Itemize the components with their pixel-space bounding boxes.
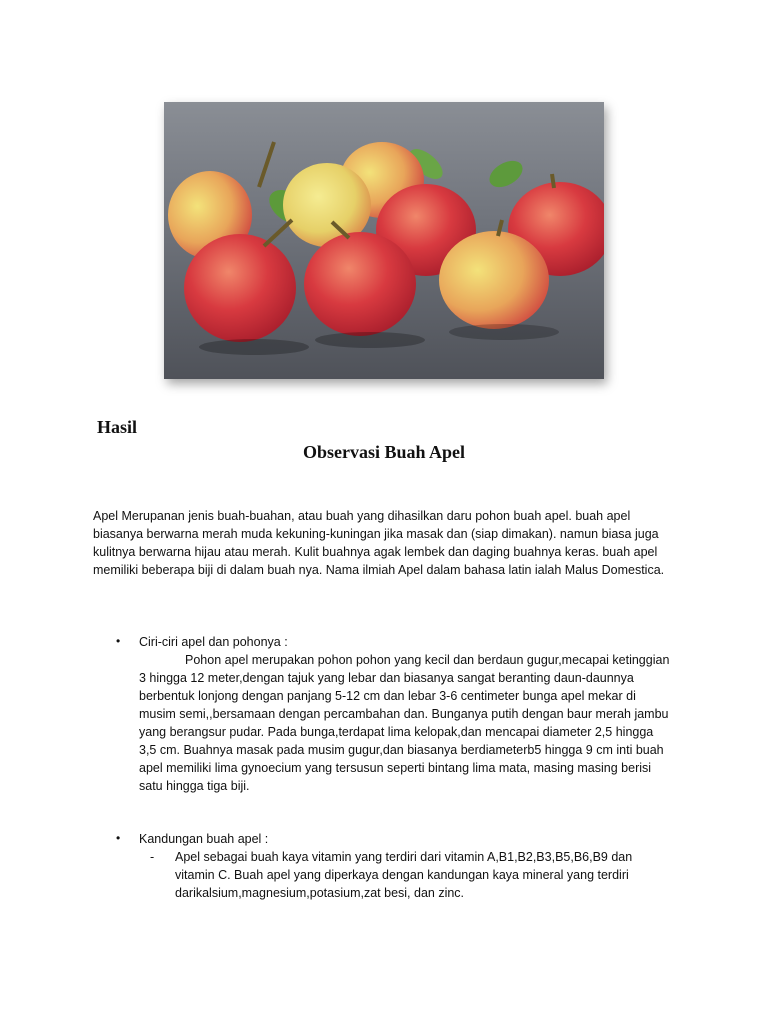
section-paragraph-ciri-ciri xyxy=(139,651,673,795)
section-label-kandungan: Kandungan buah apel : xyxy=(139,832,269,846)
section-label-ciri-ciri: Ciri-ciri apel dan pohonya : xyxy=(139,635,288,649)
apple-shape xyxy=(304,232,416,336)
heading-hasil: Hasil xyxy=(97,417,138,437)
apple-shadow xyxy=(315,332,425,348)
bullet-marker: • xyxy=(116,634,121,648)
apple-shadow xyxy=(449,324,559,340)
apple-stem xyxy=(552,174,554,188)
dash-marker: - xyxy=(150,850,155,864)
apple-shadow xyxy=(199,339,309,355)
apple-shape xyxy=(439,231,549,329)
document-title: Observasi Buah Apel xyxy=(302,442,466,462)
intro-paragraph: Apel Merupanan jenis buah-buahan, atau buah yang dihasilkan daru pohon buah apel. buah apel biasanya berwarna merah muda kekuning-kuningan jika masak dan (siap dimakan). namun biasa juga kulitnya berwarna hijau atau merah. Kulit buahnya agak lembek dan daging buahnya keras. buah apel memiliki beberapa biji di dalam buah nya. Nama ilmiah Apel dalam bahasa latin ialah Malus Domestica. xyxy=(93,509,665,577)
apple-shape xyxy=(184,234,296,342)
apple-photo xyxy=(164,102,604,379)
bullet-marker: • xyxy=(116,831,121,845)
apple-photo-illustration xyxy=(164,102,604,379)
section-paragraph-kandungan: Apel sebagai buah kaya vitamin yang terdiri dari vitamin A,B1,B2,B3,B5,B6,B9 dan vitamin C. Buah apel yang diperkaya dengan kandungan kaya mineral yang terdiri darikalsium,magnesium,potasium,zat besi, dan zinc. xyxy=(175,850,633,900)
section-text-ciri-ciri: Pohon apel merupakan pohon pohon yang kecil dan berdaun gugur,mecapai ketinggian 3 hingga 12 meter,dengan tajuk yang lebar dan biasanya sangat beranting daun-daunnya berbentuk lonjong dengan panjang 5-12 cm dan lebar 3-6 centimeter bunga apel mekar di musim semi,,bersamaan dengan percambahan dan. Bunganya putih dengan baur merah jambu yang berangsur pudar. Pada bunga,terdapat lima kelopak,dan mencapai diameter 2,5 hingga 3,5 cm. Buahnya masak pada musim gugur,dan biasanya berdiameterb5 hingga 9 cm inti buah apel memiliki lima gynoecium yang tersusun seperti bintang lima mata, masing masing berisi satu hingga tiga biji. xyxy=(139,653,670,793)
